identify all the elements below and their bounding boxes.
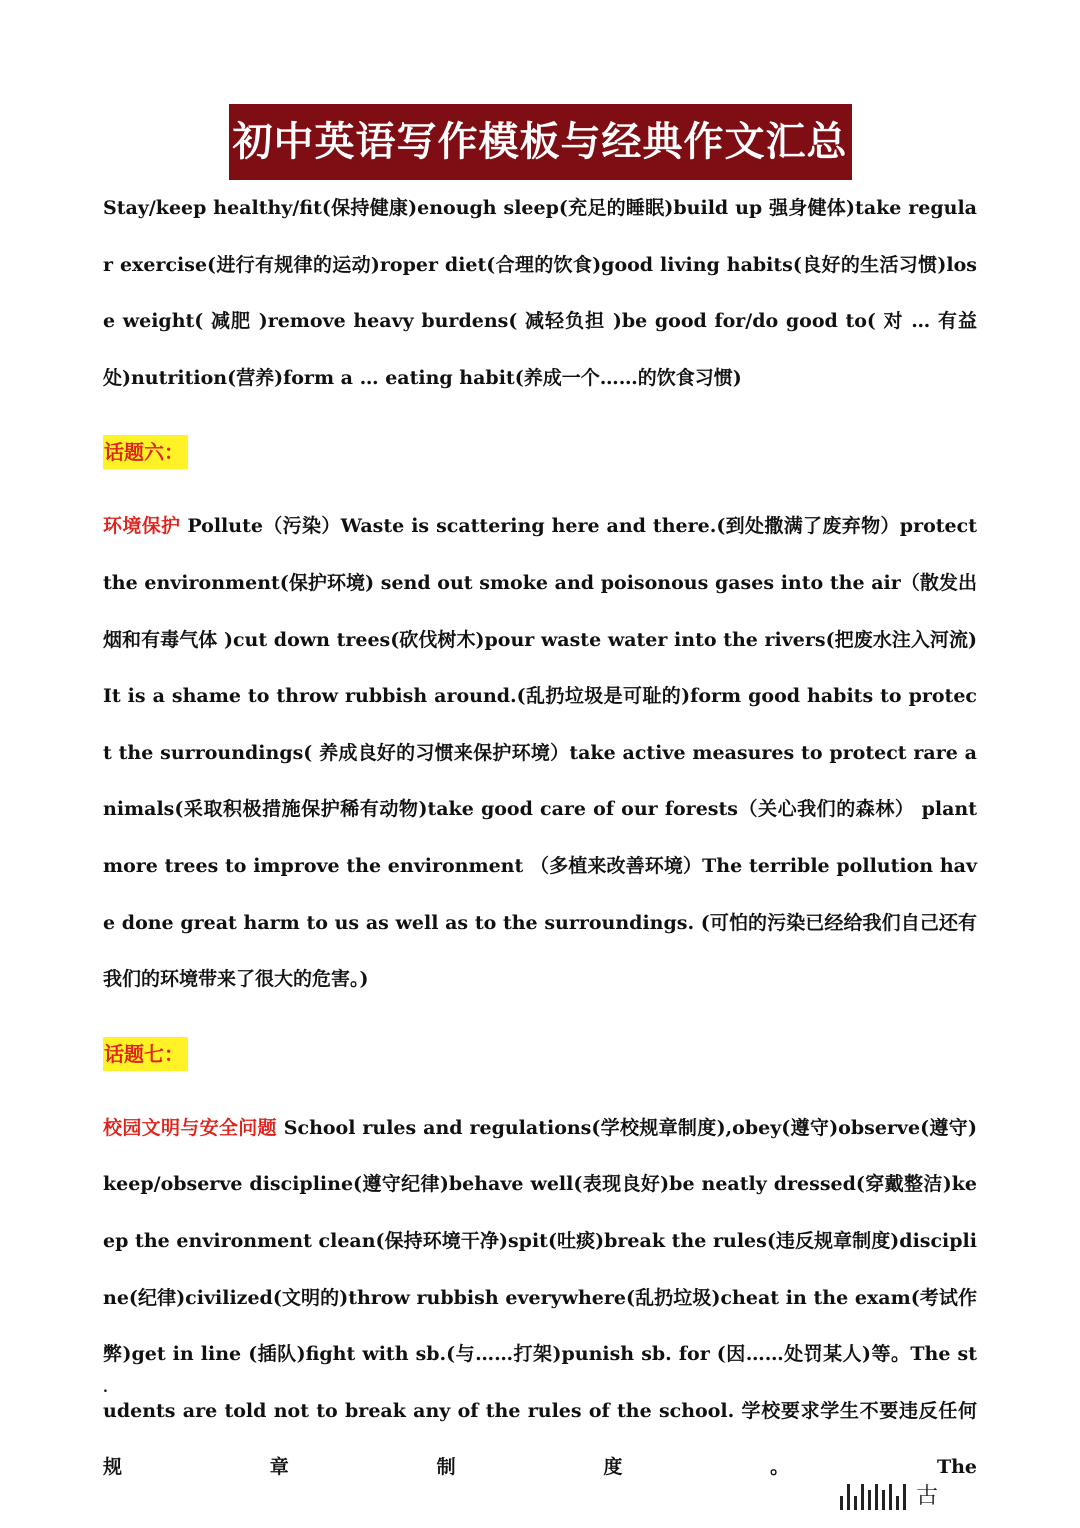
topic7-text: School rules and regulations(学校规章制度),obey(遵守)observe(遵守)keep/observe discipline(遵守纪律)behave well(表现良好)be neatly dressed(穿戴整洁)keep the environment clean(保持环境干净)spit(吐痰)break the rules(违反规章制度)discipline(纪律)civilized(文明的)throw rubbish everywhere(乱扔垃圾)cheat in the exam(考试作弊)get in line (插队)fight with sb.(与……打架)punish sb. for (因……处罚某人)等。The students are told not to break any of the rules of the school. 学校要求学生不要违反任何规章制度。The xyxy=(103,1116,977,1479)
footer-bar xyxy=(847,1484,850,1510)
footer-bar xyxy=(868,1490,871,1510)
footer-bar xyxy=(840,1496,843,1510)
footer-bar xyxy=(882,1490,885,1510)
footer-watermark xyxy=(840,1476,1060,1510)
title-wrap xyxy=(0,104,1080,180)
topic7-heading xyxy=(103,1026,977,1082)
topic6-label: 话题六： xyxy=(103,435,188,469)
footer-bar xyxy=(854,1496,857,1510)
topic6-text: Pollute（污染）Waste is scattering here and there.(到处撒满了废弃物）protect the environment(保护环境) send out smoke and poisonous gases into the air（散发出烟和有毒气体 )cut down trees(砍伐树木)pour waste water into the rivers(把废水注入河流)It is a shame to throw rubbish around.(乱扔垃圾是可耻的)form good habits to protect the surroundings( 养成良好的习惯来保护环境）take active measures to protect rare animals(采取积极措施保护稀有动物)take good care of our forests（关心我们的森林） plant more trees to improve the environment （多植来改善环境）The terrible pollution have done great harm to us as well as to the surroundings. (可怕的污染已经给我们自己还有我们的环境带来了很大的危害。) xyxy=(103,515,977,991)
topic7-lead: 校园文明与安全问题 xyxy=(103,1116,277,1139)
topic6-heading xyxy=(103,424,977,480)
topic7-label: 话题七： xyxy=(103,1037,188,1071)
footer-bar xyxy=(875,1484,878,1510)
page-title: 初中英语写作模板与经典作文汇总 xyxy=(229,104,852,180)
footer-bar xyxy=(896,1496,899,1510)
topic7-paragraph xyxy=(103,1100,977,1496)
document-body xyxy=(103,180,977,1496)
topic6-paragraph xyxy=(103,498,977,1007)
footer-bar xyxy=(889,1484,892,1510)
topic6-lead: 环境保护 xyxy=(103,515,181,538)
footer-bar xyxy=(903,1484,906,1510)
bottom-mark: . xyxy=(103,1380,108,1396)
footer-bar xyxy=(861,1484,864,1510)
health-paragraph: Stay/keep healthy/fit(保持健康)enough sleep(充足的睡眠)build up 强身健体)take regular exercise(进行有规律的运动)roper diet(合理的饮食)good living habits(良好的生活习惯)lose weight( 减肥 )remove heavy burdens( 减轻负担 )be good for/do good to( 对 … 有益 处)nutrition(营养)form a … eating habit(养成一个……的饮食习惯) xyxy=(103,197,977,389)
footer-glyph: 古 xyxy=(916,1484,939,1509)
